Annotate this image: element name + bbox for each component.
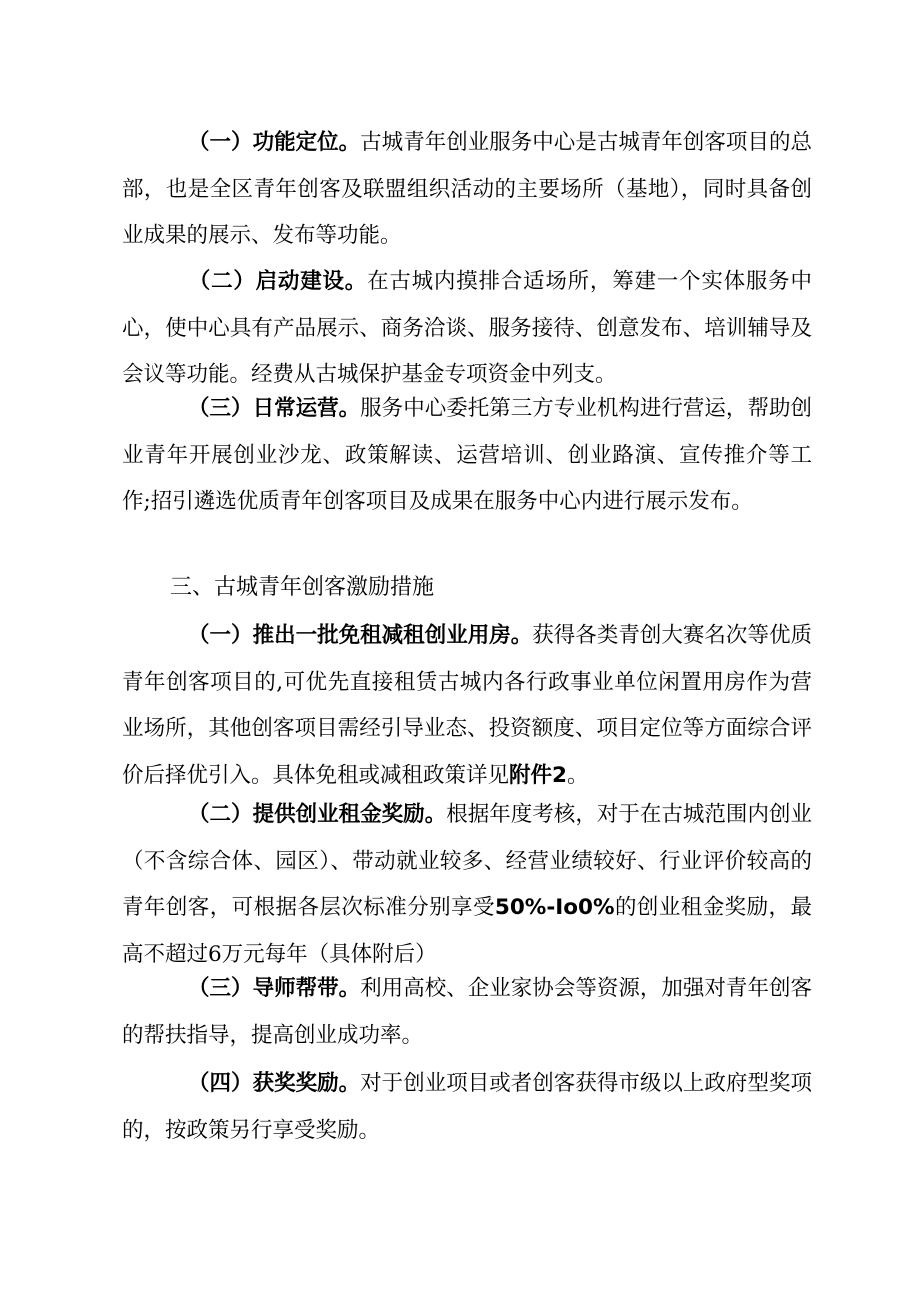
paragraph-body: 对于创业项目或者创客获得市级以上政府型奖项的，按政策另行享受奖励。 [122,1071,812,1143]
section-heading: 三、古城青年创客激励措施 [170,575,435,600]
paragraph-launch-construction [122,259,812,399]
attachment-reference: 附件2 [509,762,567,788]
paragraph-rent-free-housing [122,613,812,799]
paragraph-tail: 。 [566,762,589,788]
paragraph-tail: 的创业租金奖励，最高不超过6万元每年（具体附后） [122,895,812,967]
paragraph-lead: （二）提供创业租金奖励。 [188,802,447,827]
paragraph-body: 古城青年创业服务中心是古城青年创客项目的总部，也是全区青年创客及联盟组织活动的主要场所（基地），同时具备创业成果的展示、发布等功能。 [122,130,812,248]
reward-percentage: 50%-Io0% [494,895,615,920]
paragraph-lead: （一）功能定位。 [188,130,361,155]
paragraph-function-positioning [122,120,812,260]
paragraph-lead: （三）日常运营。 [188,396,361,421]
paragraph-body: 在古城内摸排合适场所，筹建一个实体服务中心，使中心具有产品展示、商务洽谈、服务接待、创意发布、培训辅导及会议等功能。经费从古城保护基金专项资金中列支。 [122,269,812,387]
paragraph-mentorship [122,966,812,1059]
paragraph-lead: （一）推出一批免租减租创业用房。 [188,623,533,648]
paragraph-rent-reward [122,792,812,978]
paragraph-daily-operation [122,386,812,526]
paragraph-lead: （三）导师帮带。 [188,976,361,1001]
paragraph-lead: （四）获奖奖励。 [188,1071,361,1096]
paragraph-body: 服务中心委托第三方专业机构进行营运，帮助创业青年开展创业沙龙、政策解读、运营培训、创业路演、宣传推介等工作;招引遴选优质青年创客项目及成果在服务中心内进行展示发布。 [122,396,812,514]
paragraph-body: 根据年度考核，对于在古城范围内创业（不含综合体、园区）、带动就业较多、经营业绩较好、行业评价较高的青年创客，可根据各层次标准分别享受 [122,802,812,920]
paragraph-award-reward [122,1061,812,1154]
paragraph-lead: （二）启动建设。 [188,269,368,294]
paragraph-body: 获得各类青创大赛名次等优质青年创客项目的,可优先直接租赁古城内各行政事业单位闲置用房作为营业场所，其他创客项目需经引导业态、投资额度、项目定位等方面综合评价后择优引入。具体免租或减租政策详见 [122,623,812,788]
paragraph-body: 利用高校、企业家协会等资源，加强对青年创客的帮扶指导，提高创业成功率。 [122,976,812,1048]
